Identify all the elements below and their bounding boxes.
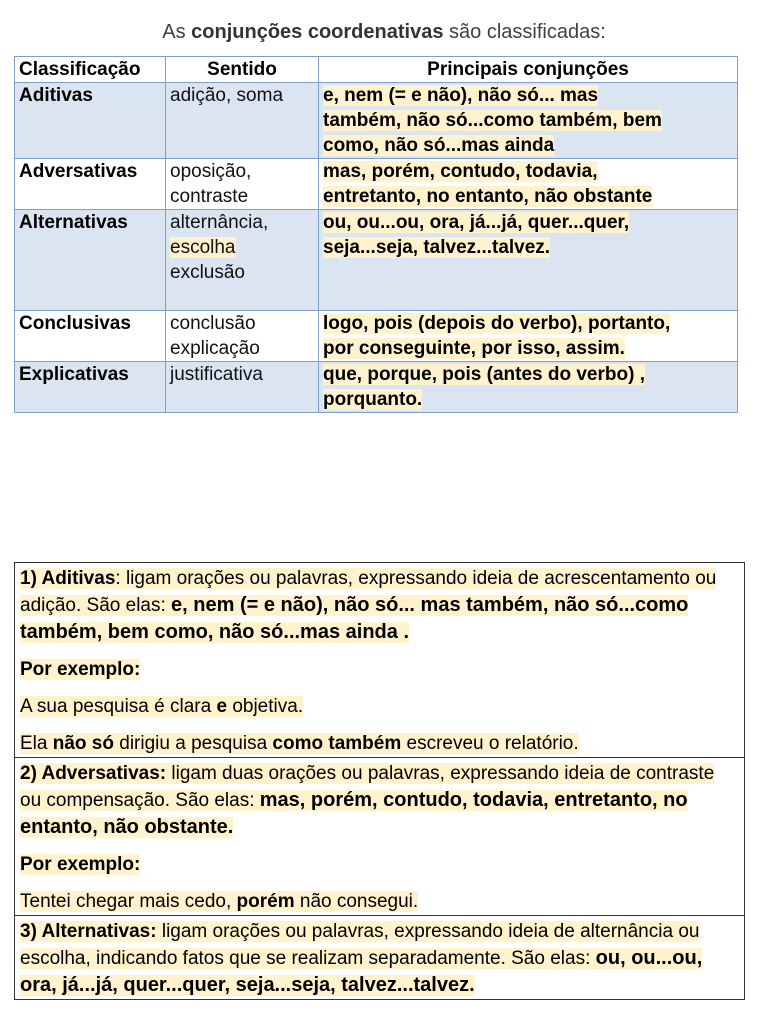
example-sentence: A sua pesquisa é clara e objetiva. [20,696,304,717]
table-row [15,159,738,210]
example-label: Por exemplo: [20,854,141,875]
example-sentence: Ela não só dirigiu a pesquisa como também escreveu o relatório. [20,733,579,754]
row-conjunctions: e, nem (= e não), não só... mas também, não só...como também, bem como, não só...mas ainda [319,83,738,159]
row-conjunctions: mas, porém, contudo, todavia, entretanto, no entanto, não obstante [319,159,738,210]
column-header-classificacao: Classificação [15,57,166,83]
table-row [15,210,738,311]
explanation-boxes [14,562,745,1000]
row-sense: alternância, escolha exclusão [166,210,319,311]
table-row [15,362,738,413]
classification-table [14,56,738,413]
column-header-sentido: Sentido [166,57,319,83]
row-classification: Explicativas [15,362,166,413]
example-label: Por exemplo: [20,659,141,680]
row-sense: justificativa [166,362,319,413]
row-sense: oposição, contraste [166,159,319,210]
table-row [15,311,738,362]
row-conjunctions: logo, pois (depois do verbo), portanto, por conseguinte, por isso, assim. [319,311,738,362]
row-classification: Alternativas [15,210,166,311]
box-aditivas-definition: 1) Aditivas: ligam orações ou palavras, expressando ideia de acrescentamento ou adição. São elas: e, nem (= e não), não só... mas também, não só...como também, bem como, não só...mas ainda . [20,568,717,643]
row-conjunctions: ou, ou...ou, ora, já...já, quer...quer, seja...seja, talvez...talvez. [319,210,738,311]
row-sense: adição, soma [166,83,319,159]
table-header-row [15,57,738,83]
example-sentence: Tentei chegar mais cedo, porém não consegui. [20,891,419,912]
page-title: As conjunções coordenativas são classificadas: [162,21,606,43]
column-header-principais-conjuncoes: Principais conjunções [319,57,738,83]
box-aditivas [14,562,745,757]
box-alternativas [14,915,745,1000]
table-row [15,83,738,159]
box-adversativas-definition: 2) Adversativas: ligam duas orações ou palavras, expressando ideia de contraste ou compensação. São elas: mas, porém, contudo, todavia, entretanto, no entanto, não obstante. [20,763,715,838]
row-conjunctions: que, porque, pois (antes do verbo) , porquanto. [319,362,738,413]
row-classification: Conclusivas [15,311,166,362]
row-classification: Aditivas [15,83,166,159]
box-alternativas-definition: 3) Alternativas: ligam orações ou palavras, expressando ideia de alternância ou escolha, indicando fatos que se realizam separadamente. São elas: ou, ou...ou, ora, já...já, quer...quer, seja...seja, talvez...talvez. [20,921,703,996]
row-sense: conclusão explicação [166,311,319,362]
box-adversativas [14,757,745,915]
row-classification: Adversativas [15,159,166,210]
